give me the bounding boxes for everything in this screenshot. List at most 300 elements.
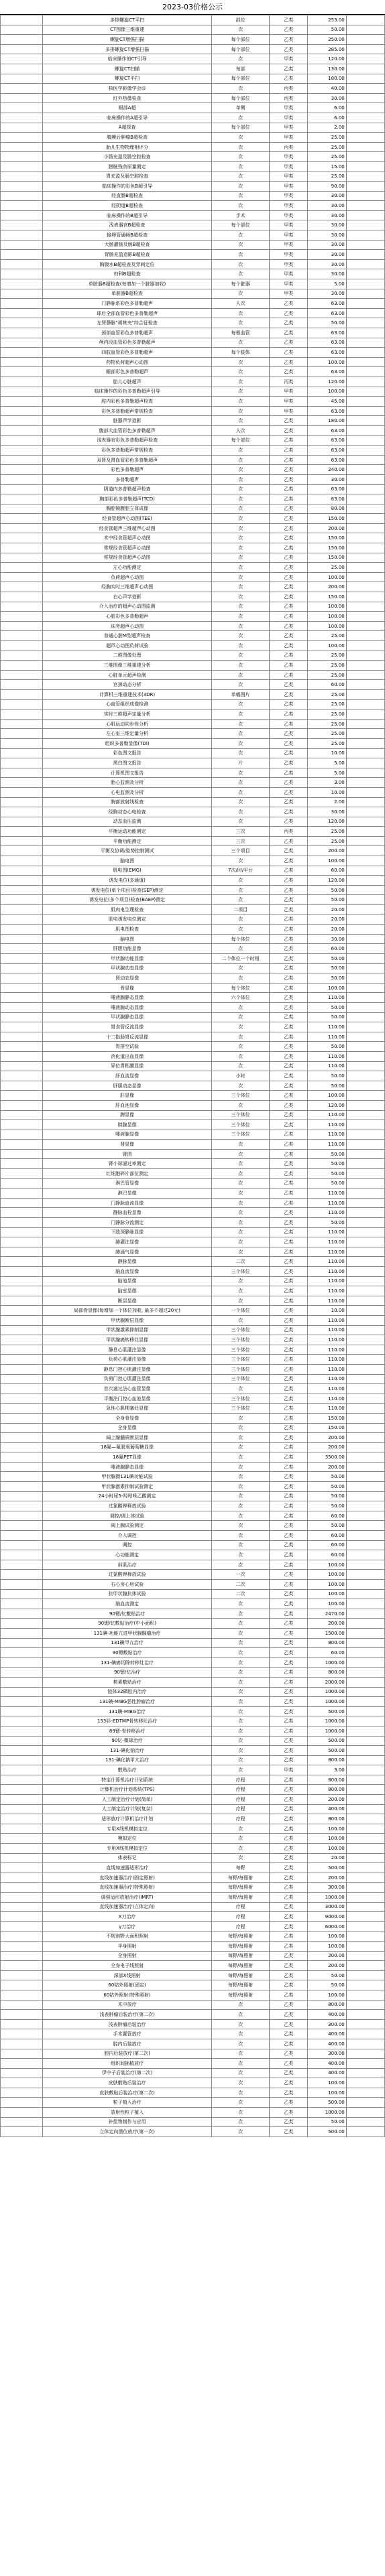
insurance-class-cell: 乙类 (270, 35, 308, 45)
unit-cell: 次 (212, 1452, 270, 1463)
table-row (1, 1951, 385, 1961)
price-cell: 500.00 (308, 1863, 346, 1873)
item-name-cell: 临床操作的CT引导 (43, 54, 212, 64)
price-cell: 60.00 (308, 1511, 346, 1521)
price-table (0, 15, 385, 2137)
price-cell: 3.00 (308, 778, 346, 788)
table-row (1, 484, 385, 494)
unit-cell: 次 (212, 582, 270, 592)
table-row (1, 1286, 385, 1296)
code-cell (1, 670, 43, 680)
price-cell: 110.00 (308, 1325, 346, 1335)
price-cell: 63.00 (308, 435, 346, 446)
code-cell (1, 592, 43, 602)
item-name-cell: 断层显像 (43, 1296, 212, 1306)
insurance-class-cell: 乙类 (270, 1208, 308, 1218)
note-cell (346, 161, 384, 172)
note-cell (346, 758, 384, 768)
price-cell: 110.00 (308, 1276, 346, 1286)
table-row (1, 1491, 385, 1501)
insurance-class-cell: 乙类 (270, 2108, 308, 2118)
insurance-class-cell: 乙类 (270, 631, 308, 641)
note-cell (346, 348, 384, 358)
price-cell: 100.00 (308, 1844, 346, 1854)
unit-cell: 次 (212, 738, 270, 748)
table-row (1, 1042, 385, 1052)
note-cell (346, 1755, 384, 1765)
unit-cell: 次 (212, 1159, 270, 1169)
table-row (1, 914, 385, 925)
insurance-class-cell: 乙类 (270, 1697, 308, 1707)
table-row (1, 2127, 385, 2137)
table-row (1, 35, 385, 45)
price-cell: 1000.00 (308, 1726, 346, 1736)
note-cell (346, 2059, 384, 2069)
table-row (1, 866, 385, 876)
item-name-cell: 静脉显像 (43, 1257, 212, 1267)
note-cell (346, 885, 384, 895)
unit-cell: 次 (212, 474, 270, 484)
note-cell (346, 1110, 384, 1120)
note-cell (346, 308, 384, 318)
item-name-cell: 131碘甲亢治疗 (43, 1638, 212, 1648)
unit-cell: 次 (212, 84, 270, 94)
code-cell (1, 25, 43, 35)
price-cell: 20.00 (308, 905, 346, 915)
insurance-class-cell: 乙类 (270, 446, 308, 456)
table-row (1, 797, 385, 807)
table-row (1, 1335, 385, 1345)
table-row (1, 993, 385, 1003)
code-cell (1, 1071, 43, 1081)
unit-cell: 次 (212, 661, 270, 671)
insurance-class-cell: 甲类 (270, 103, 308, 113)
note-cell (346, 1462, 384, 1472)
table-row (1, 455, 385, 465)
unit-cell: 每野/每照射 (212, 1893, 270, 1903)
table-row (1, 543, 385, 553)
unit-cell: 三个体位 (212, 1091, 270, 1101)
note-cell (346, 670, 384, 680)
insurance-class-cell: 乙类 (270, 1521, 308, 1531)
insurance-class-cell: 乙类 (270, 1824, 308, 1834)
item-name-cell: 动态血压监测 (43, 817, 212, 827)
note-cell (346, 64, 384, 74)
table-row (1, 787, 385, 797)
note-cell (346, 93, 384, 103)
note-cell (346, 1042, 384, 1052)
table-row (1, 641, 385, 651)
unit-cell: 次 (212, 1531, 270, 1541)
item-name-cell: 膀胱残余尿量测定 (43, 161, 212, 172)
price-cell: 30.00 (308, 934, 346, 944)
note-cell (346, 103, 384, 113)
insurance-class-cell: 乙类 (270, 44, 308, 54)
code-cell (1, 416, 43, 426)
unit-cell: 一个体位 (212, 1306, 270, 1316)
note-cell (346, 1873, 384, 1883)
table-row (1, 944, 385, 954)
item-name-cell: 胃充盈及肠空腔检查 (43, 172, 212, 182)
table-row (1, 1100, 385, 1110)
item-name-cell: 平衡法门控心血池显像 (43, 1394, 212, 1404)
table-row (1, 318, 385, 328)
note-cell (346, 993, 384, 1003)
price-cell: 110.00 (308, 1364, 346, 1374)
note-cell (346, 2098, 384, 2108)
note-cell (346, 1413, 384, 1423)
unit-cell: 次 (212, 2078, 270, 2088)
table-row (1, 504, 385, 514)
note-cell (346, 925, 384, 935)
insurance-class-cell: 乙类 (270, 1638, 308, 1648)
code-cell (1, 93, 43, 103)
table-row (1, 1990, 385, 2000)
price-cell: 9000.00 (308, 1912, 346, 1922)
code-cell (1, 152, 43, 162)
note-cell (346, 1589, 384, 1599)
unit-cell: 次 (212, 113, 270, 123)
code-cell (1, 817, 43, 827)
note-cell (346, 1883, 384, 1893)
code-cell (1, 1218, 43, 1228)
unit-cell: 次 (212, 2039, 270, 2049)
price-table-body (1, 15, 385, 2137)
note-cell (346, 983, 384, 993)
table-row (1, 1120, 385, 1130)
table-row (1, 397, 385, 407)
code-cell (1, 2098, 43, 2108)
note-cell (346, 1619, 384, 1629)
table-row (1, 1394, 385, 1404)
item-name-cell: A超探查 (43, 123, 212, 133)
insurance-class-cell: 乙类 (270, 1599, 308, 1609)
insurance-class-cell: 乙类 (270, 836, 308, 846)
code-cell (1, 406, 43, 416)
unit-cell: 次 (212, 1208, 270, 1218)
code-cell (1, 1785, 43, 1795)
item-name-cell: 腔内彩色多普勒超声检查 (43, 397, 212, 407)
note-cell (346, 1609, 384, 1619)
price-cell: 50.00 (308, 1169, 346, 1179)
note-cell (346, 689, 384, 699)
unit-cell: 次 (212, 1178, 270, 1189)
table-row (1, 1531, 385, 1541)
code-cell (1, 934, 43, 944)
code-cell (1, 1873, 43, 1883)
code-cell (1, 729, 43, 739)
note-cell (346, 514, 384, 524)
note-cell (346, 318, 384, 328)
unit-cell: 次 (212, 670, 270, 680)
unit-cell: 次 (212, 2029, 270, 2039)
table-row (1, 1022, 385, 1032)
insurance-class-cell: 乙类 (270, 1550, 308, 1560)
code-cell (1, 758, 43, 768)
table-row (1, 44, 385, 54)
price-cell: 20.00 (308, 925, 346, 935)
insurance-class-cell: 乙类 (270, 1091, 308, 1101)
code-cell (1, 856, 43, 866)
unit-cell: 次 (212, 1433, 270, 1443)
code-cell (1, 1227, 43, 1237)
item-name-cell: 心肌运动同步性分析 (43, 719, 212, 729)
insurance-class-cell: 丙类 (270, 827, 308, 837)
table-row (1, 1012, 385, 1022)
note-cell (346, 504, 384, 514)
price-cell: 3500.00 (308, 1452, 346, 1463)
table-row (1, 1746, 385, 1756)
insurance-class-cell: 乙类 (270, 1804, 308, 1814)
table-row (1, 1306, 385, 1316)
price-cell: 1000.00 (308, 1716, 346, 1726)
insurance-class-cell: 乙类 (270, 455, 308, 465)
note-cell (346, 543, 384, 553)
price-cell: 120.00 (308, 876, 346, 886)
code-cell (1, 308, 43, 318)
price-cell: 285.00 (308, 44, 346, 54)
price-cell: 63.00 (308, 425, 346, 435)
insurance-class-cell: 乙类 (270, 738, 308, 748)
table-row (1, 152, 385, 162)
unit-cell: 次 (212, 523, 270, 533)
code-cell (1, 1032, 43, 1042)
table-row (1, 748, 385, 758)
note-cell (346, 44, 384, 54)
table-row (1, 2019, 385, 2029)
insurance-class-cell: 乙类 (270, 1951, 308, 1961)
unit-cell: 手术 (212, 210, 270, 220)
code-cell (1, 1795, 43, 1805)
unit-cell: 次 (212, 1501, 270, 1511)
unit-cell: 次 (212, 1012, 270, 1022)
insurance-class-cell: 乙类 (270, 1061, 308, 1071)
unit-cell: 次 (212, 2019, 270, 2029)
note-cell (346, 1178, 384, 1189)
unit-cell: 片 (212, 758, 270, 768)
item-name-cell: 阔上腺髓质断层显像 (43, 1433, 212, 1443)
note-cell (346, 719, 384, 729)
note-cell (346, 1511, 384, 1521)
unit-cell: 次 (212, 446, 270, 456)
code-cell (1, 1697, 43, 1707)
price-cell: 63.00 (308, 338, 346, 348)
unit-cell: 次 (212, 289, 270, 299)
item-name-cell: 静息心肌灌注显像 (43, 1345, 212, 1355)
note-cell (346, 465, 384, 475)
note-cell (346, 1531, 384, 1541)
note-cell (346, 142, 384, 152)
price-cell: 100.00 (308, 1599, 346, 1609)
insurance-class-cell: 乙类 (270, 1491, 308, 1501)
code-cell (1, 1941, 43, 1951)
unit-cell: 次 (212, 1834, 270, 1844)
item-name-cell: 肝胆功能显像 (43, 944, 212, 954)
item-name-cell: 肌电图检查 (43, 925, 212, 935)
insurance-class-cell: 乙类 (270, 1296, 308, 1306)
item-name-cell: 负荷门控心肌灌注显像 (43, 1374, 212, 1384)
item-name-cell: 过氯酸钾释放试验 (43, 1501, 212, 1511)
price-cell: 150.00 (308, 514, 346, 524)
code-cell (1, 1706, 43, 1716)
note-cell (346, 582, 384, 592)
unit-cell: 每野/每照射 (212, 1883, 270, 1893)
price-cell: 200.00 (308, 846, 346, 856)
note-cell (346, 1433, 384, 1443)
code-cell (1, 1364, 43, 1374)
insurance-class-cell: 乙类 (270, 1081, 308, 1091)
note-cell (346, 397, 384, 407)
code-cell (1, 689, 43, 699)
code-cell (1, 523, 43, 533)
table-row (1, 308, 385, 318)
code-cell (1, 103, 43, 113)
unit-cell: 单幅图片 (212, 689, 270, 699)
note-cell (346, 1980, 384, 1990)
note-cell (346, 963, 384, 973)
item-name-cell: 调控 (43, 1540, 212, 1550)
note-cell (346, 572, 384, 582)
item-name-cell: 伊中子后装治疗(第二次) (43, 2068, 212, 2078)
insurance-class-cell: 乙类 (270, 905, 308, 915)
item-name-cell: 骨显像 (43, 983, 212, 993)
item-name-cell: 半身照射 (43, 1941, 212, 1951)
item-name-cell: 胶体32磷腔内治疗 (43, 1687, 212, 1697)
price-cell: 300.00 (308, 2019, 346, 2029)
note-cell (346, 612, 384, 622)
item-name-cell: 肾显像 (43, 1140, 212, 1150)
item-name-cell: 计算机治疗计划系统(TPS) (43, 1785, 212, 1795)
code-cell (1, 2039, 43, 2049)
table-row (1, 2000, 385, 2010)
unit-cell: 次 (212, 1227, 270, 1237)
table-row (1, 1374, 385, 1384)
insurance-class-cell: 甲类 (270, 152, 308, 162)
unit-cell: 次 (212, 1442, 270, 1452)
unit-cell: 疗程 (212, 1902, 270, 1912)
insurance-class-cell: 乙类 (270, 1531, 308, 1541)
table-row (1, 1804, 385, 1814)
table-row (1, 210, 385, 220)
price-cell: 2000.00 (308, 1677, 346, 1687)
table-row (1, 1130, 385, 1140)
table-row (1, 1834, 385, 1844)
note-cell (346, 220, 384, 230)
note-cell (346, 1521, 384, 1531)
unit-cell: 次 (212, 240, 270, 250)
unit-cell: 次 (212, 797, 270, 807)
unit-cell: 次 (212, 2059, 270, 2069)
item-name-cell: 60钴外照射(特殊照射) (43, 1990, 212, 2000)
unit-cell: 次 (212, 484, 270, 494)
table-row (1, 1824, 385, 1834)
note-cell (346, 2078, 384, 2088)
unit-cell: 次 (212, 1140, 270, 1150)
unit-cell: 次 (212, 1755, 270, 1765)
item-name-cell: 肝胆动态显像 (43, 1081, 212, 1091)
table-row (1, 2049, 385, 2059)
insurance-class-cell: 乙类 (270, 1325, 308, 1335)
item-name-cell: 甲状腺动态显像 (43, 963, 212, 973)
code-cell (1, 259, 43, 269)
unit-cell: 次 (212, 1706, 270, 1716)
unit-cell: 次 (212, 455, 270, 465)
note-cell (346, 2127, 384, 2137)
page-title: 2023-03价格公示 (0, 0, 385, 15)
code-cell (1, 1775, 43, 1785)
code-cell (1, 182, 43, 192)
code-cell (1, 1423, 43, 1433)
note-cell (346, 1169, 384, 1179)
code-cell (1, 1208, 43, 1218)
price-cell: 800.00 (308, 1785, 346, 1795)
unit-cell: 次 (212, 925, 270, 935)
item-name-cell: 床旁超声心动图 (43, 621, 212, 631)
unit-cell: 二次 (212, 1589, 270, 1599)
note-cell (346, 876, 384, 886)
note-cell (346, 699, 384, 709)
table-row (1, 1863, 385, 1873)
price-cell: 63.00 (308, 367, 346, 377)
item-name-cell: 直线加速器治疗(立体定向) (43, 1902, 212, 1912)
code-cell (1, 1921, 43, 1931)
unit-cell: 二个体位一个时相 (212, 954, 270, 964)
note-cell (346, 1423, 384, 1433)
table-row (1, 621, 385, 631)
table-row (1, 1325, 385, 1335)
price-cell: 25.00 (308, 631, 346, 641)
unit-cell: 每野 (212, 1863, 270, 1873)
insurance-class-cell: 乙类 (270, 1267, 308, 1277)
price-cell: 80.00 (308, 504, 346, 514)
code-cell (1, 1472, 43, 1482)
code-cell (1, 680, 43, 690)
table-row (1, 1785, 385, 1795)
price-cell: 60.00 (308, 1531, 346, 1541)
code-cell (1, 1482, 43, 1492)
code-cell (1, 895, 43, 905)
insurance-class-cell: 乙类 (270, 1668, 308, 1678)
insurance-class-cell: 乙类 (270, 1472, 308, 1482)
note-cell (346, 133, 384, 143)
insurance-class-cell: 乙类 (270, 787, 308, 797)
table-row (1, 1384, 385, 1394)
code-cell (1, 289, 43, 299)
table-row (1, 1189, 385, 1199)
table-row (1, 1599, 385, 1609)
note-cell (346, 553, 384, 563)
price-cell: 100.00 (308, 572, 346, 582)
item-name-cell: 球后全部血管彩色多普勒超声 (43, 308, 212, 318)
code-cell (1, 1169, 43, 1179)
item-name-cell: 诱发电位(多通道) (43, 876, 212, 886)
note-cell (346, 680, 384, 690)
unit-cell: 次 (212, 563, 270, 573)
code-cell (1, 925, 43, 935)
code-cell (1, 2108, 43, 2118)
item-name-cell: 肺灌注显像 (43, 1237, 212, 1247)
unit-cell: 次 (212, 357, 270, 367)
price-cell: 60.00 (308, 1540, 346, 1550)
price-cell: 100.00 (308, 1580, 346, 1590)
note-cell (346, 1824, 384, 1834)
note-cell (346, 1345, 384, 1355)
item-name-cell: 多普勒超声 (43, 474, 212, 484)
item-name-cell: 人工制定治疗计划(复杂) (43, 1804, 212, 1814)
price-cell: 200.00 (308, 1462, 346, 1472)
code-cell (1, 220, 43, 230)
note-cell (346, 1384, 384, 1394)
